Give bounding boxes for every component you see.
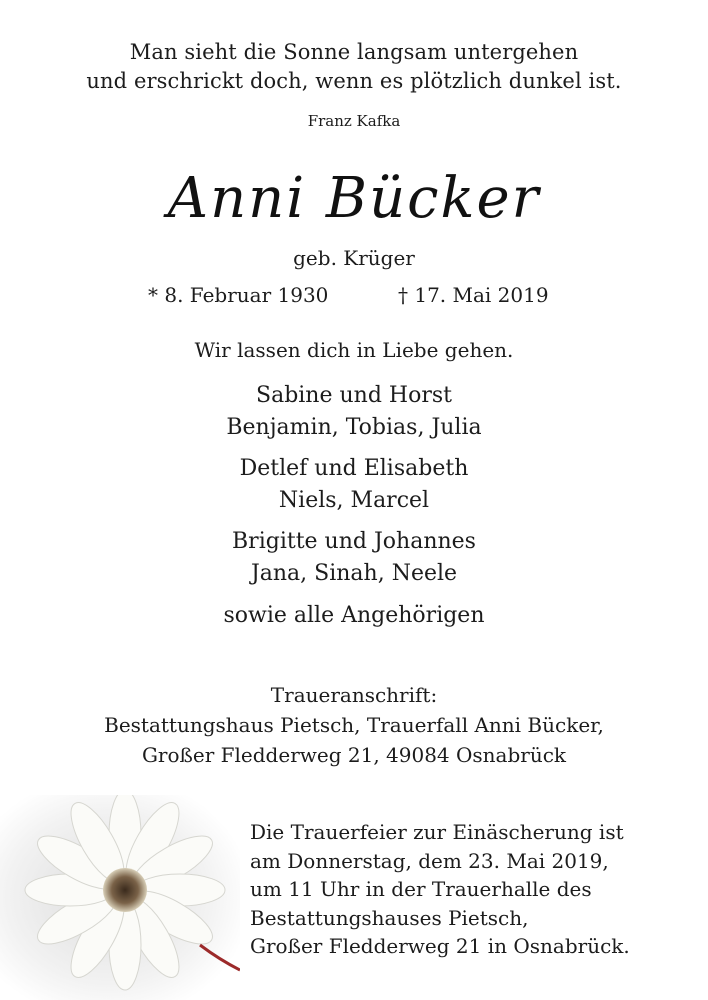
address-line-1: Bestattungshaus Pietsch, Trauerfall Anni Bücker, [104, 713, 604, 737]
farewell-text: Wir lassen dich in Liebe gehen. [194, 338, 514, 362]
quote [0, 38, 708, 96]
family-group-2-children: Niels, Marcel [278, 488, 430, 513]
service-line-5: Großer Fledderweg 21 in Osnabrück. [250, 934, 630, 958]
address-line-2: Großer Fledderweg 21, 49084 Osnabrück [141, 743, 567, 767]
funeral-service-info [250, 818, 630, 961]
maiden-name: geb. Krüger [293, 246, 415, 270]
quote-line-1: Man sieht die Sonne langsam untergehen [129, 40, 579, 64]
death-date: † 17. Mai 2019 [398, 283, 549, 307]
family-group-2 [0, 453, 708, 517]
family-group-1-parents: Sabine und Horst [256, 383, 452, 408]
gerbera-flower-image [0, 795, 240, 1000]
address-label: Traueranschrift: [270, 683, 438, 707]
deceased-name: Anni Bücker [167, 166, 541, 231]
family-group-1 [0, 380, 708, 444]
family-group-3 [0, 526, 708, 590]
family-group-1-children: Benjamin, Tobias, Julia [226, 415, 482, 440]
service-line-1: Die Trauerfeier zur Einäscherung ist [250, 820, 624, 844]
service-line-4: Bestattungshauses Pietsch, [250, 905, 529, 930]
birth-date: * 8. Februar 1930 [148, 283, 329, 307]
service-line-3: um 11 Uhr in der Trauerhalle des [250, 877, 592, 901]
quote-line-2: und erschrickt doch, wenn es plötzlich dunkel ist. [86, 69, 622, 93]
service-line-2: am Donnerstag, dem 23. Mai 2019, [250, 848, 609, 873]
relatives-text: sowie alle Angehörigen [223, 603, 485, 628]
family-group-3-parents: Brigitte und Johannes [232, 529, 476, 554]
family-group-2-parents: Detlef und Elisabeth [239, 456, 469, 481]
quote-author: Franz Kafka [307, 112, 401, 130]
mourning-address [0, 680, 708, 770]
family-group-3-children: Jana, Sinah, Neele [250, 561, 458, 586]
